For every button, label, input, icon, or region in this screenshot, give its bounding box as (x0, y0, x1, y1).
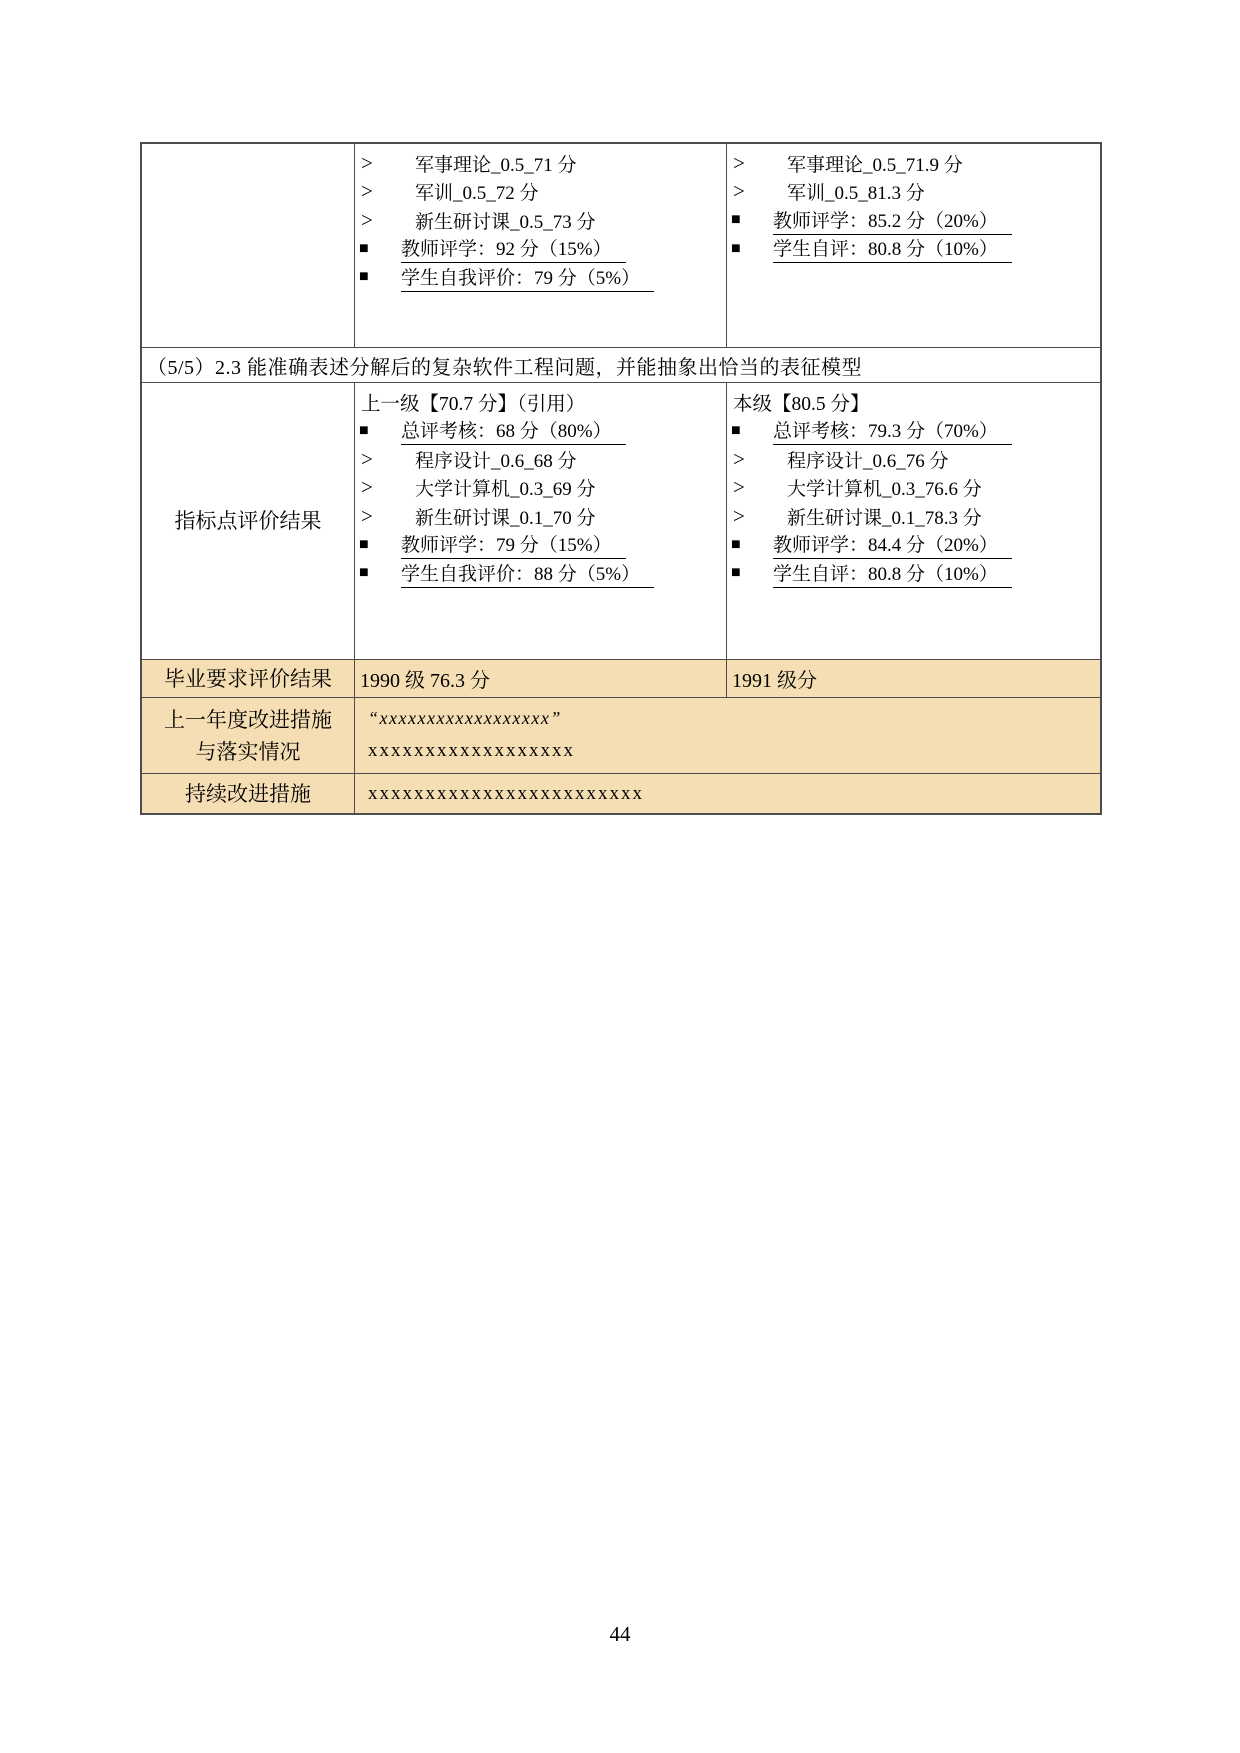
list-line-text: 新生研讨课_0.1_70 分 (415, 507, 596, 529)
list-line-text: 教师评学：84.4 分（20%） (773, 530, 1012, 559)
square-bullet-icon: ■ (731, 535, 741, 553)
arrow-bullet-icon: > (733, 475, 745, 500)
graduation-result-label: 毕业要求评价结果 (164, 666, 332, 691)
indicator-previous-level-cell (354, 383, 726, 659)
list-line-text: 教师评学：79 分（15%） (401, 530, 626, 559)
list-line (359, 206, 724, 235)
list-line-text: 程序设计_0.6_76 分 (787, 450, 949, 472)
list-line (359, 474, 724, 503)
square-bullet-icon: ■ (359, 535, 369, 553)
arrow-bullet-icon: > (361, 179, 373, 204)
previous-level-lines (359, 417, 724, 588)
list-line (731, 445, 1098, 474)
square-bullet-icon: ■ (731, 211, 741, 229)
list-line (731, 149, 1098, 178)
list-line (731, 235, 1098, 264)
list-line (359, 178, 724, 207)
list-line (359, 417, 724, 446)
arrow-bullet-icon: > (361, 475, 373, 500)
square-bullet-icon: ■ (731, 421, 741, 439)
list-line-text: 军事理论_0.5_71 分 (415, 154, 577, 176)
graduation-current-value: 1991 级分 (726, 660, 1100, 697)
list-line (731, 206, 1098, 235)
list-line (731, 559, 1098, 588)
graduation-previous-value: 1990 级 76.3 分 (354, 660, 726, 697)
page-number: 44 (609, 1622, 631, 1646)
continuous-improvement-row (142, 773, 1100, 813)
list-line (731, 531, 1098, 560)
arrow-bullet-icon: > (361, 150, 373, 175)
previous-level-title: 上一级【70.7 分】（引用） (361, 394, 586, 416)
graduation-result-row (142, 659, 1100, 697)
arrow-bullet-icon: > (733, 150, 745, 175)
empty-label-cell (142, 144, 354, 347)
last-year-improvement-label-line1: 上一年度改进措施 (164, 707, 332, 732)
last-year-improvement-quoted-text: “xxxxxxxxxxxxxxxxxx” (368, 708, 562, 728)
square-bullet-icon: ■ (731, 564, 741, 582)
list-line (731, 178, 1098, 207)
last-year-improvement-label-line2: 与落实情况 (195, 739, 301, 764)
arrow-bullet-icon: > (361, 446, 373, 471)
list-line-text: 总评考核：79.3 分（70%） (773, 416, 1012, 445)
list-line (359, 502, 724, 531)
continuous-improvement-content: xxxxxxxxxxxxxxxxxxxxxxxx (354, 774, 1100, 813)
list-line (731, 417, 1098, 446)
square-bullet-icon: ■ (359, 268, 369, 286)
list-line-text: 新生研讨课_0.5_73 分 (415, 211, 596, 233)
continuous-improvement-label: 持续改进措施 (185, 781, 311, 806)
list-line-text: 大学计算机_0.3_76.6 分 (787, 479, 982, 501)
arrow-bullet-icon: > (733, 503, 745, 528)
list-line-text: 学生自我评价：88 分（5%） (401, 559, 654, 588)
list-line (359, 149, 724, 178)
arrow-bullet-icon: > (361, 207, 373, 232)
current-level-lines (731, 417, 1098, 588)
list-line-text: 学生自评：80.8 分（10%） (773, 234, 1012, 263)
previous-level-detail-cell (354, 144, 726, 347)
last-year-improvement-plain-text: xxxxxxxxxxxxxxxxxx (368, 739, 575, 761)
list-line-text: 军事理论_0.5_71.9 分 (787, 154, 963, 176)
list-line (359, 263, 724, 292)
square-bullet-icon: ■ (359, 564, 369, 582)
indicator-2-3-header: （5/5）2.3 能准确表述分解后的复杂软件工程问题，并能抽象出恰当的表征模型 (147, 356, 863, 379)
list-line (359, 235, 724, 264)
square-bullet-icon: ■ (731, 239, 741, 257)
previous-grade-detail-row (142, 144, 1100, 347)
last-year-improvement-label (142, 698, 354, 773)
evaluation-table (140, 142, 1102, 815)
list-line-text: 新生研讨课_0.1_78.3 分 (787, 507, 982, 529)
last-year-improvement-content (354, 698, 1100, 773)
current-level-title: 本级【80.5 分】 (733, 394, 870, 416)
list-line-text: 学生自我评价：79 分（5%） (401, 263, 654, 292)
list-line-text: 程序设计_0.6_68 分 (415, 450, 577, 472)
list-line-text: 教师评学：92 分（15%） (401, 234, 626, 263)
list-line-text: 军训_0.5_72 分 (415, 183, 539, 205)
indicator-result-label: 指标点评价结果 (174, 509, 322, 533)
current-level-detail-cell (726, 144, 1100, 347)
indicator-result-row (142, 382, 1100, 659)
arrow-bullet-icon: > (361, 503, 373, 528)
list-line-text: 总评考核：68 分（80%） (401, 416, 626, 445)
list-line (731, 502, 1098, 531)
indicator-header-row (142, 347, 1100, 382)
list-line (359, 445, 724, 474)
arrow-bullet-icon: > (733, 446, 745, 471)
list-line-text: 军训_0.5_81.3 分 (787, 183, 925, 205)
list-line (359, 531, 724, 560)
indicator-current-level-cell (726, 383, 1100, 659)
list-line-text: 教师评学：85.2 分（20%） (773, 206, 1012, 235)
list-line (731, 474, 1098, 503)
last-year-improvement-row (142, 697, 1100, 773)
list-line-text: 学生自评：80.8 分（10%） (773, 559, 1012, 588)
list-line (359, 559, 724, 588)
square-bullet-icon: ■ (359, 421, 369, 439)
arrow-bullet-icon: > (733, 179, 745, 204)
square-bullet-icon: ■ (359, 239, 369, 257)
list-line-text: 大学计算机_0.3_69 分 (415, 479, 596, 501)
